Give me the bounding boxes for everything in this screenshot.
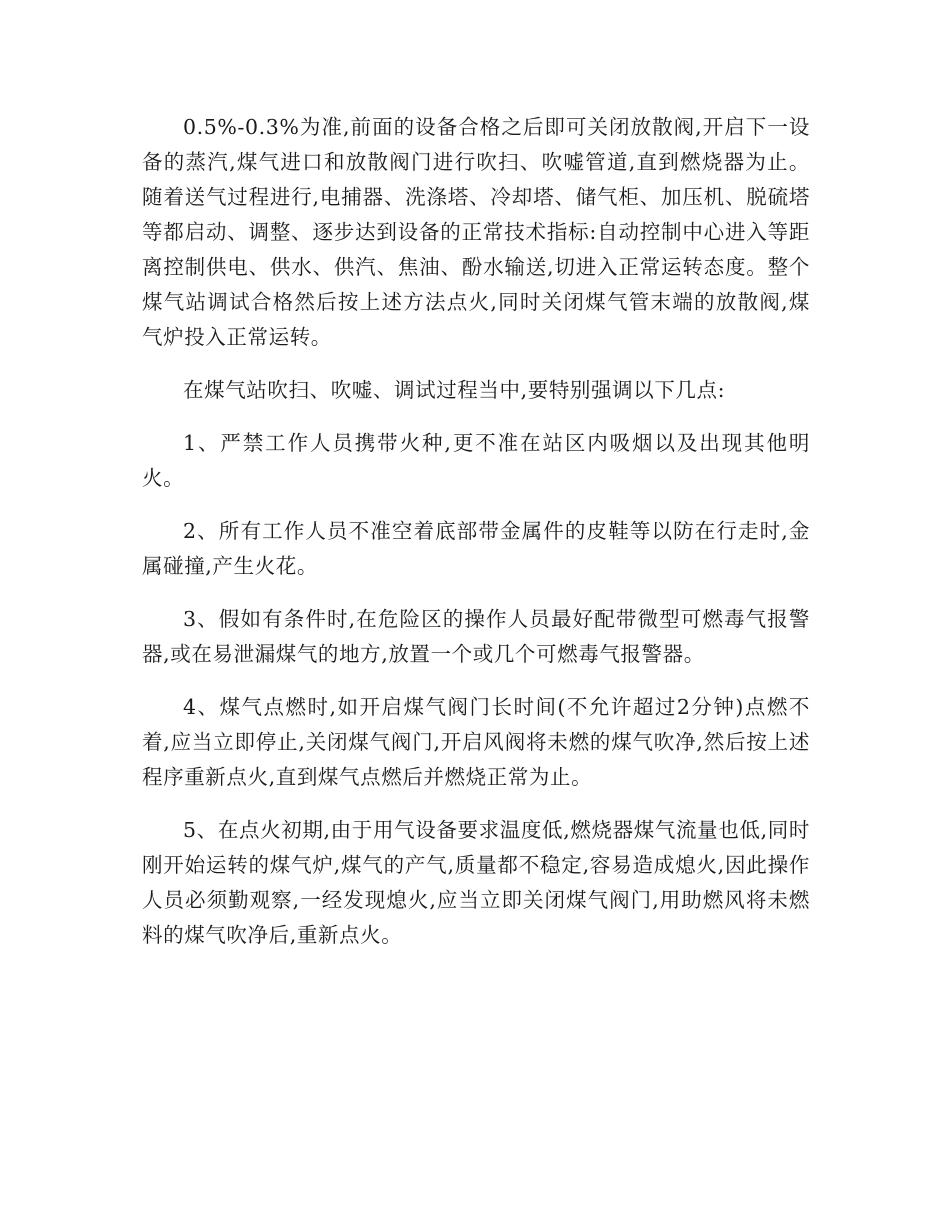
paragraph-key-points-intro: 在煤气站吹扫、吹嘘、调试过程当中,要特别强调以下几点: xyxy=(183,378,726,402)
paragraph-point-3: 3、假如有条件时,在危险区的操作人员最好配带微型可燃毒气报警器,或在易泄漏煤气的地方,放置一个或几个可燃毒气报警器。 xyxy=(142,607,810,666)
document-body xyxy=(142,110,810,953)
paragraph-point-2: 2、所有工作人员不准空着底部带金属件的皮鞋等以防在行走时,金属碰撞,产生火花。 xyxy=(142,519,810,578)
paragraph-startup-procedure: 0.5%-0.3%为准,前面的设备合格之后即可关闭放散阀,开启下一设备的蒸汽,煤气进口和放散阀门进行吹扫、吹嘘管道,直到燃烧器为止。随着送气过程进行,电捕器、洗涤塔、冷却塔、储气柜、加压机、脱硫塔等都启动、调整、逐步达到设备的正常技术指标:自动控制中心进入等距离控制供电、供水、供汽、焦油、酚水输送,切进入正常运转态度。整个煤气站调试合格然后按上述方法点火,同时关闭煤气管末端的放散阀,煤气炉投入正常运转。 xyxy=(142,115,810,349)
paragraph-point-4: 4、煤气点燃时,如开启煤气阀门长时间(不允许超过2分钟)点燃不着,应当立即停止,关闭煤气阀门,开启风阀将未燃的煤气吹净,然后按上述程序重新点火,直到煤气点燃后并燃烧正常为止。 xyxy=(142,695,810,789)
paragraph-point-1: 1、严禁工作人员携带火种,更不准在站区内吸烟以及出现其他明火。 xyxy=(142,431,810,490)
paragraph-point-5: 5、在点火初期,由于用气设备要求温度低,燃烧器煤气流量也低,同时刚开始运转的煤气炉,煤气的产气,质量都不稳定,容易造成熄火,因此操作人员必须勤观察,一经发现熄火,应当立即关闭煤气阀门,用助燃风将未燃料的煤气吹净后,重新点火。 xyxy=(142,818,810,947)
